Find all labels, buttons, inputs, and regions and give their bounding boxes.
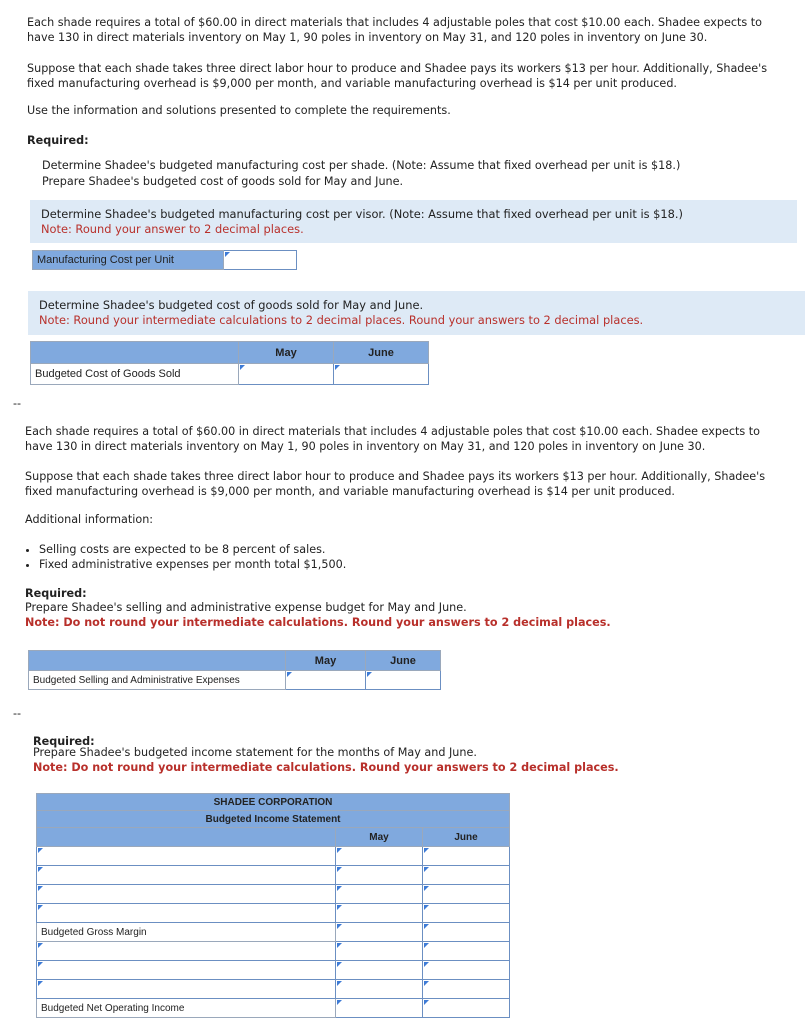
- part2-task: Prepare Shadee's selling and administrative expense budget for May and June.: [25, 601, 467, 614]
- part2-required-heading: Required:: [25, 587, 87, 600]
- income-col-may: May: [336, 828, 423, 847]
- part2-paragraph-2: Suppose that each shade takes three direct labor hour to produce and Shadee pays its workers $13 per hour. Additionally, Shadee's fixed manufacturing overhead is $9,000 per month, and variable manufacturing overhead is $14 per unit produced.: [25, 470, 766, 498]
- income-may-input[interactable]: [336, 942, 423, 961]
- box1-note: Note: Round your answer to 2 decimal places.: [41, 222, 304, 236]
- mfg-cost-label: Manufacturing Cost per Unit: [33, 251, 224, 270]
- income-june-input[interactable]: [423, 847, 510, 866]
- additional-info-list: [25, 542, 346, 572]
- cogs-label: Budgeted Cost of Goods Sold: [31, 364, 239, 385]
- part3-required-heading: Required:: [33, 735, 95, 748]
- net-income-june-input[interactable]: [423, 999, 510, 1018]
- income-may-input[interactable]: [336, 961, 423, 980]
- part2-note: Note: Do not round your intermediate calculations. Round your answers to 2 decimal places.: [25, 616, 611, 629]
- income-june-input[interactable]: [423, 885, 510, 904]
- income-may-input[interactable]: [336, 866, 423, 885]
- required-heading: Required:: [27, 134, 89, 147]
- income-june-input[interactable]: [423, 980, 510, 999]
- net-income-label: Budgeted Net Operating Income: [37, 999, 336, 1018]
- income-col-june: June: [423, 828, 510, 847]
- mfg-cost-input[interactable]: [224, 251, 297, 270]
- income-june-input[interactable]: [423, 961, 510, 980]
- income-statement-table: [36, 793, 510, 1018]
- income-may-input[interactable]: [336, 885, 423, 904]
- net-income-may-input[interactable]: [336, 999, 423, 1018]
- income-label-input[interactable]: [37, 961, 336, 980]
- income-june-input[interactable]: [423, 866, 510, 885]
- requirement-2: Prepare Shadee's budgeted cost of goods sold for May and June.: [42, 175, 404, 188]
- income-label-input[interactable]: [37, 866, 336, 885]
- income-title: SHADEE CORPORATION: [37, 794, 510, 811]
- mfg-cost-table: [32, 250, 297, 270]
- separator-2: --: [13, 707, 22, 720]
- income-label-input[interactable]: [37, 980, 336, 999]
- cogs-may-input[interactable]: [239, 364, 334, 385]
- sa-label: Budgeted Selling and Administrative Expenses: [29, 671, 286, 690]
- box2-note: Note: Round your intermediate calculations to 2 decimal places. Round your answers to 2 decimal places.: [39, 313, 644, 327]
- income-label-input[interactable]: [37, 847, 336, 866]
- part3-task: Prepare Shadee's budgeted income statement for the months of May and June.: [33, 746, 477, 759]
- instructions-text: Use the information and solutions presented to complete the requirements.: [27, 104, 451, 117]
- intro-paragraph-1: Each shade requires a total of $60.00 in direct materials that includes 4 adjustable poles that cost $10.00 each. Shadee expects to have 130 in direct materials inventory on May 1, 90 poles in inventory on May 31, and 120 poles in inventory on June 30.: [27, 16, 762, 44]
- gross-margin-may-input[interactable]: [336, 923, 423, 942]
- requirement-1: Determine Shadee's budgeted manufacturing cost per shade. (Note: Assume that fixed overhead per unit is $18.): [42, 159, 681, 172]
- income-may-input[interactable]: [336, 980, 423, 999]
- intro-paragraph-2: Suppose that each shade takes three direct labor hour to produce and Shadee pays its workers $13 per hour. Additionally, Shadee's fixed manufacturing overhead is $9,000 per month, and variable manufacturing overhead is $14 per unit produced.: [27, 62, 768, 90]
- income-june-input[interactable]: [423, 904, 510, 923]
- part3-note: Note: Do not round your intermediate calculations. Round your answers to 2 decimal places.: [33, 761, 619, 774]
- additional-info-heading: Additional information:: [25, 513, 154, 526]
- cogs-col-june: June: [334, 342, 429, 364]
- gross-margin-label: Budgeted Gross Margin: [37, 923, 336, 942]
- income-june-input[interactable]: [423, 942, 510, 961]
- instruction-box-2: [28, 291, 805, 335]
- part2-paragraph-1: Each shade requires a total of $60.00 in direct materials that includes 4 adjustable poles that cost $10.00 each. Shadee expects to have 130 in direct materials inventory on May 1, 90 poles in inventory on May 31, and 120 poles in inventory on June 30.: [25, 425, 760, 453]
- gross-margin-june-input[interactable]: [423, 923, 510, 942]
- bullet-selling-costs: • Selling costs are expected to be 8 percent of sales.: [39, 542, 346, 557]
- income-label-input[interactable]: [37, 942, 336, 961]
- cogs-table: [30, 341, 429, 385]
- instruction-box-1: [30, 200, 797, 243]
- sa-col-may: May: [286, 651, 366, 671]
- box1-text: Determine Shadee's budgeted manufacturing cost per visor. (Note: Assume that fixed overhead per unit is $18.): [41, 207, 683, 221]
- income-label-input[interactable]: [37, 885, 336, 904]
- cogs-june-input[interactable]: [334, 364, 429, 385]
- sa-june-input[interactable]: [366, 671, 441, 690]
- bullet-admin-expenses: • Fixed administrative expenses per month total $1,500.: [39, 557, 346, 572]
- sa-col-june: June: [366, 651, 441, 671]
- separator: --: [13, 397, 22, 410]
- income-label-input[interactable]: [37, 904, 336, 923]
- income-may-input[interactable]: [336, 847, 423, 866]
- box2-text: Determine Shadee's budgeted cost of goods sold for May and June.: [39, 298, 424, 312]
- selling-admin-table: [28, 650, 441, 690]
- sa-may-input[interactable]: [286, 671, 366, 690]
- income-subtitle: Budgeted Income Statement: [37, 811, 510, 828]
- income-may-input[interactable]: [336, 904, 423, 923]
- cogs-col-may: May: [239, 342, 334, 364]
